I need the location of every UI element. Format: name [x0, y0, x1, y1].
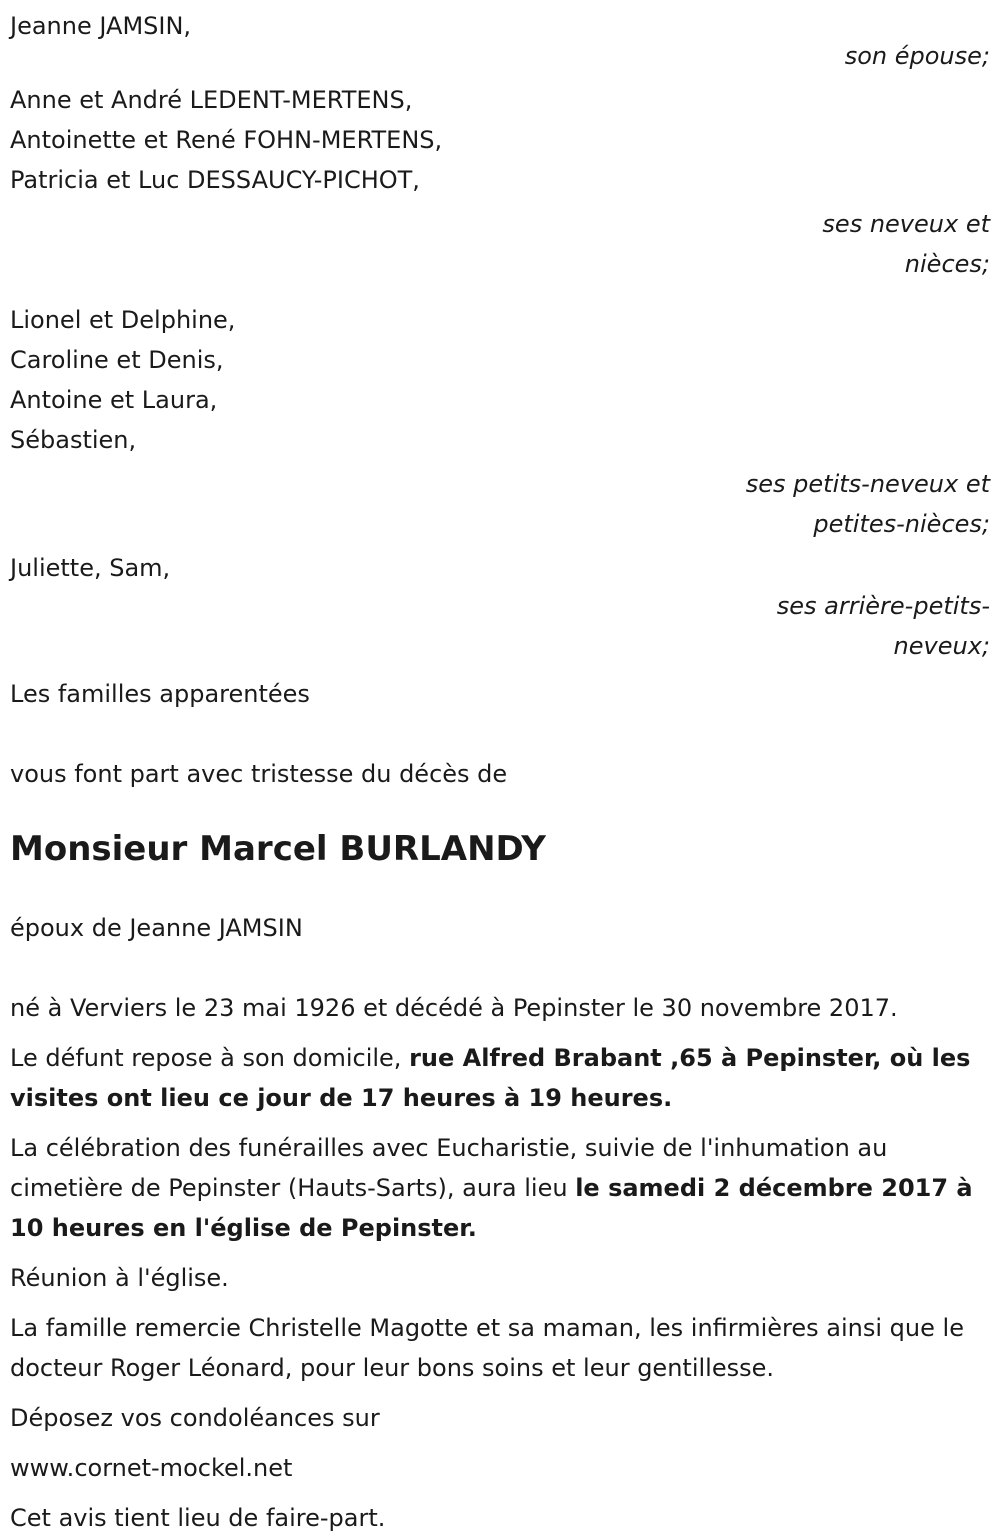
announcement-text: vous font part avec tristesse du décès de — [10, 760, 508, 788]
great-grand-nephews-group — [10, 548, 990, 666]
rest-prefix: Le défunt repose à son domicile, — [10, 1044, 410, 1072]
related-families: Les familles apparentées — [10, 680, 310, 708]
condolences-line: Déposez vos condoléances sur — [10, 1404, 380, 1432]
meeting-line: Réunion à l'église. — [10, 1264, 229, 1292]
grand-nephews-group — [10, 300, 990, 544]
thanks-paragraph: La famille remercie Christelle Magotte et sa maman, les infirmières ainsi que le docteur Roger Léonard, pour leur bons soins et leur gentillesse. — [10, 1314, 964, 1382]
nephews-role-line: nièces; — [904, 250, 990, 278]
great-grand-nephews-role-line: ses arrière-petits- — [776, 592, 990, 620]
spouse-role: son épouse; — [844, 42, 990, 70]
ceremony-details-bold: le samedi 2 décembre 2017 à 10 heures en l'église de Pepinster. — [10, 1174, 973, 1242]
deceased-name: Monsieur Marcel BURLANDY — [10, 829, 546, 869]
nephews-group — [10, 80, 990, 284]
spouse-name: Jeanne JAMSIN, — [10, 12, 192, 40]
nephew-name: Anne et André LEDENT-MERTENS, — [10, 86, 413, 114]
nephew-name: Patricia et Luc DESSAUCY-PICHOT, — [10, 166, 420, 194]
grand-nephew-name: Lionel et Delphine, — [10, 306, 236, 334]
nephews-role-line: ses neveux et — [822, 210, 990, 238]
website-link[interactable]: www.cornet-mockel.net — [10, 1454, 293, 1482]
rest-details-bold: rue Alfred Brabant ,65 à Pepinster, où les visites ont lieu ce jour de 17 heures à 19 heures. — [10, 1044, 971, 1112]
rest-paragraph — [10, 1038, 990, 1118]
spouse-of-line: époux de Jeanne JAMSIN — [10, 914, 303, 942]
grand-nephew-name: Sébastien, — [10, 426, 137, 454]
nephew-name: Antoinette et René FOHN-MERTENS, — [10, 126, 443, 154]
grand-nephew-name: Caroline et Denis, — [10, 346, 224, 374]
great-grand-nephews-role-line: neveux; — [893, 632, 990, 660]
spouse-group — [10, 6, 990, 76]
great-grand-nephew-name: Juliette, Sam, — [10, 554, 171, 582]
ceremony-prefix: La célébration des funérailles avec Eucharistie, suivie de l'inhumation au cimetière de Pepinster (Hauts-Sarts), aura lieu — [10, 1134, 888, 1202]
grand-nephews-role-line: petites-nièces; — [813, 510, 990, 538]
grand-nephew-name: Antoine et Laura, — [10, 386, 218, 414]
ceremony-paragraph — [10, 1128, 990, 1248]
birth-death-line: né à Verviers le 23 mai 1926 et décédé à Pepinster le 30 novembre 2017. — [10, 994, 898, 1022]
notice-line: Cet avis tient lieu de faire-part. — [10, 1504, 386, 1532]
grand-nephews-role-line: ses petits-neveux et — [745, 470, 990, 498]
